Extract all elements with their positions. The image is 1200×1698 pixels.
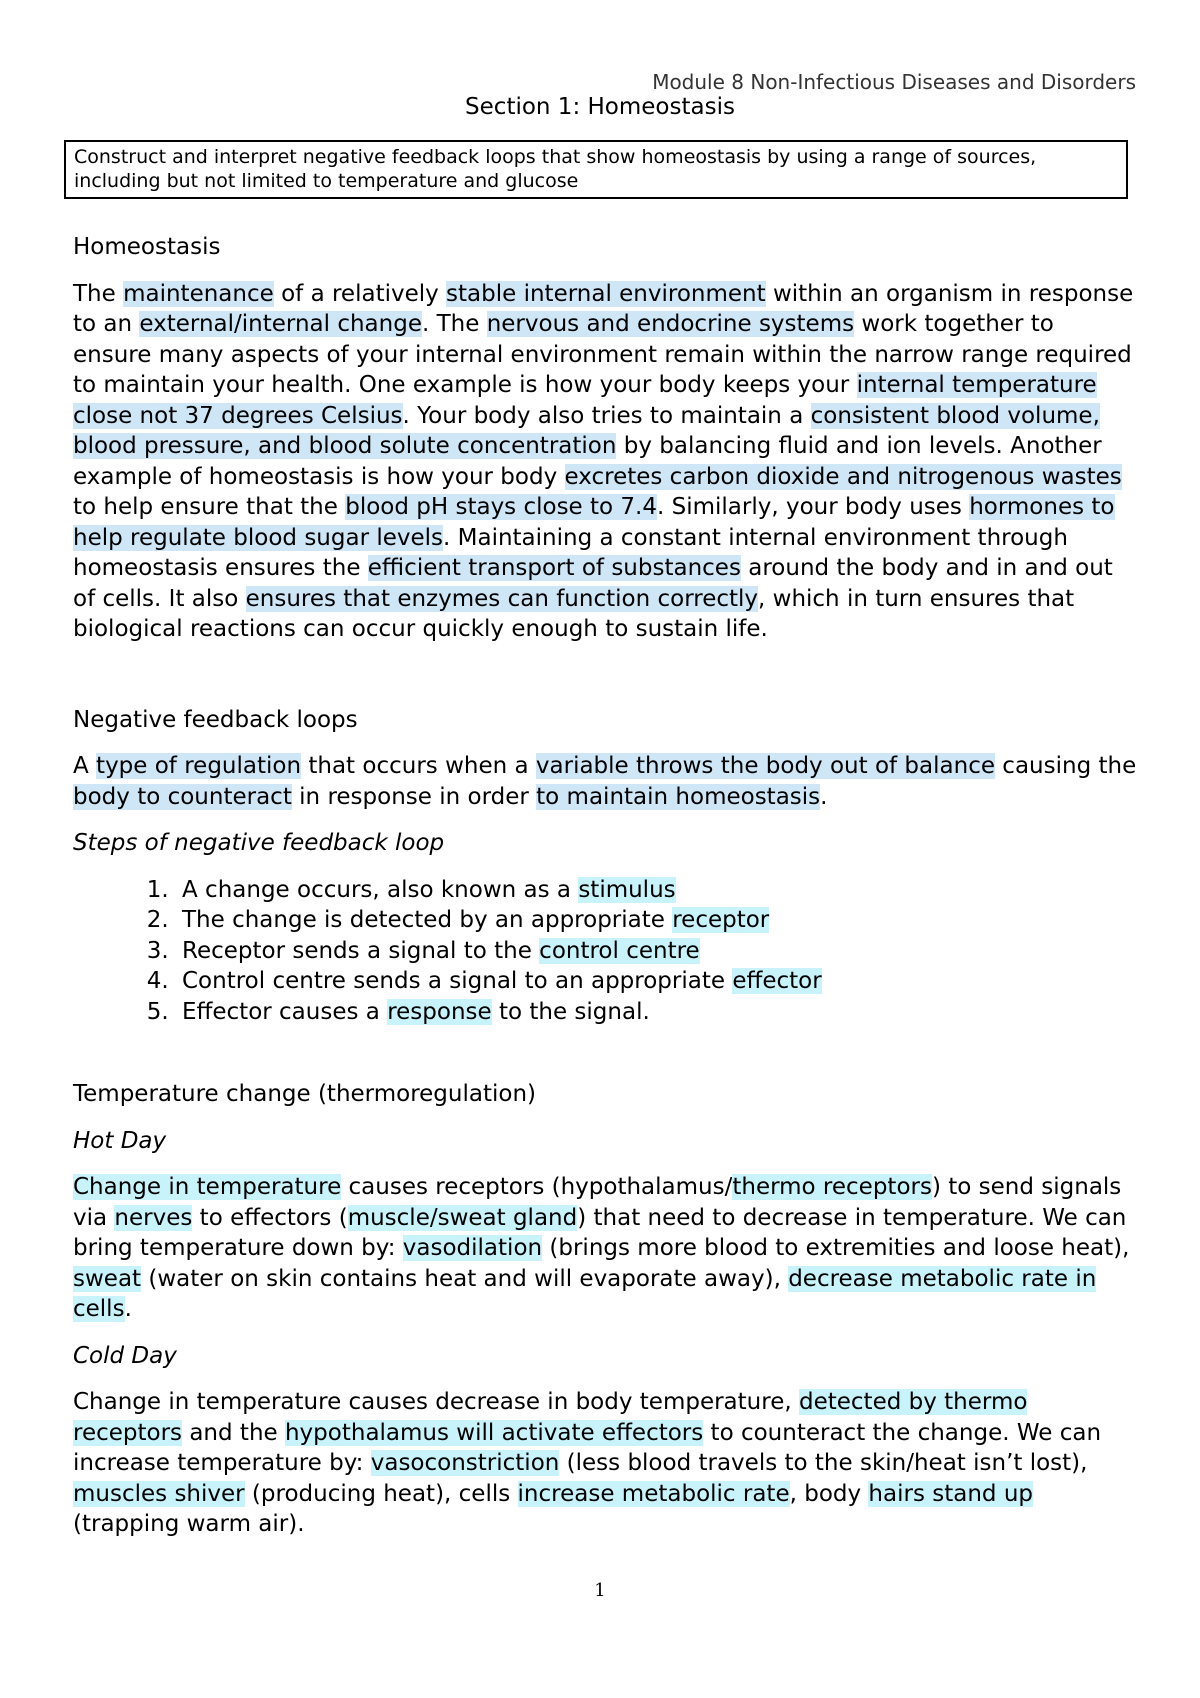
module-header: Module 8 Non-Infectious Diseases and Disorders bbox=[652, 70, 1136, 94]
highlight-term: response bbox=[387, 998, 492, 1025]
hot-day-heading: Hot Day bbox=[73, 1127, 167, 1154]
highlight-term: efficient transport of substances bbox=[367, 555, 741, 581]
page-number: 1 bbox=[594, 1580, 606, 1601]
steps-list bbox=[73, 875, 1139, 1028]
section-title: Section 1: Homeostasis bbox=[465, 94, 735, 120]
highlight-term: type of regulation bbox=[96, 753, 302, 779]
highlight-term: muscle/sweat gland bbox=[347, 1204, 578, 1231]
highlight-term: maintenance bbox=[123, 280, 274, 307]
highlight-term: increase metabolic rate bbox=[517, 1480, 790, 1507]
homeostasis-paragraph: The maintenance of a relatively stable internal environment within an organism in response to an external/internal change. The nervous and endocrine systems work together to ensure many aspects of your internal environment remain within the narrow range required to maintain your health. One example is how your body keeps your internal temperature close not 37 degrees Celsius. Your body also tries to maintain a consistent blood volume, blood pressure, and blood solute concentration by balancing fluid and ion levels. Another example of homeostasis is how your body excretes carbon dioxide and nitrogenous wastes to help ensure that the blood pH stays close to 7.4. Similarly, your body uses hormones to help regulate blood sugar levels. Maintaining a constant internal environment through homeostasis ensures the efficient transport of substances around the body and in and out of cells. It also ensures that enzymes can function correctly, which in turn ensures that biological reactions can occur quickly enough to sustain life. bbox=[73, 280, 1134, 642]
highlight-term: nervous and endocrine systems bbox=[486, 311, 855, 337]
highlight-term: body to counteract bbox=[73, 783, 292, 810]
temperature-heading: Temperature change (thermoregulation) bbox=[73, 1081, 536, 1107]
homeostasis-heading: Homeostasis bbox=[73, 234, 221, 260]
highlight-term: ensures that enzymes can function correctly bbox=[245, 585, 759, 612]
list-item: 5. Effector causes a response to the signal. bbox=[176, 997, 1139, 1028]
highlight-term: excretes carbon dioxide and nitrogenous wastes bbox=[564, 463, 1122, 490]
highlight-term: vasodilation bbox=[402, 1235, 543, 1261]
list-item: 3. Receptor sends a signal to the control centre bbox=[176, 936, 1139, 967]
cold-day-heading: Cold Day bbox=[73, 1342, 177, 1369]
document-body bbox=[73, 232, 1139, 1556]
highlight-term: consistent blood volume, blood pressure, and blood solute concentration bbox=[73, 402, 1100, 459]
highlight-term: stimulus bbox=[578, 876, 676, 903]
highlight-term: hypothalamus will activate effectors bbox=[284, 1419, 704, 1446]
highlight-term: Change in temperature bbox=[73, 1174, 342, 1200]
highlight-term: decrease metabolic rate in cells bbox=[73, 1265, 1097, 1322]
steps-heading: Steps of negative feedback loop bbox=[73, 830, 445, 856]
highlight-term: vasoconstriction bbox=[370, 1450, 560, 1476]
highlight-term: hairs stand up bbox=[868, 1480, 1033, 1507]
highlight-term: nerves bbox=[114, 1204, 193, 1231]
cold-day-paragraph: Change in temperature causes decrease in body temperature, detected by thermo receptors and the hypothalamus will activate effectors to counteract the change. We can increase temperature by: vasoconstriction (less blood travels to the skin/heat isn’t lost), muscles shiver (producing heat), cells increase metabolic rate, body hairs stand up (trapping warm air). bbox=[73, 1389, 1102, 1537]
hot-day-paragraph: Change in temperature causes receptors (hypothalamus/thermo receptors) to send signals via nerves to effectors (muscle/sweat gland) that need to decrease in temperature. We can bring temperature down by: vasodilation (brings more blood to extremities and loose heat), sweat (water on skin contains heat and will evaporate away), decrease metabolic rate in cells. bbox=[73, 1174, 1130, 1322]
syllabus-outcome-box: Construct and interpret negative feedback loops that show homeostasis by using a range of sources, including but not limited to temperature and glucose bbox=[64, 140, 1128, 199]
highlight-term: internal temperature close not 37 degrees Celsius bbox=[73, 372, 1097, 429]
highlight-term: effector bbox=[732, 968, 822, 994]
highlight-term: variable throws the body out of balance bbox=[535, 753, 995, 779]
highlight-term: detected by thermo receptors bbox=[73, 1389, 1028, 1446]
highlight-term: control centre bbox=[539, 937, 700, 964]
list-item: 1. A change occurs, also known as a stimulus bbox=[176, 875, 1139, 906]
negative-feedback-paragraph: A type of regulation that occurs when a variable throws the body out of balance causing the body to counteract in response in order to maintain homeostasis. bbox=[73, 753, 1137, 810]
highlight-term: receptor bbox=[672, 907, 770, 933]
highlight-term: muscles shiver bbox=[73, 1480, 245, 1507]
highlight-term: blood pH stays close to 7.4 bbox=[345, 494, 657, 520]
highlight-term: external/internal change bbox=[139, 311, 422, 337]
negative-feedback-heading: Negative feedback loops bbox=[73, 706, 358, 733]
highlight-term: thermo receptors bbox=[732, 1174, 932, 1200]
highlight-term: sweat bbox=[73, 1265, 142, 1292]
highlight-term: hormones to help regulate blood sugar levels bbox=[73, 494, 1115, 551]
list-item: 2. The change is detected by an appropriate receptor bbox=[176, 905, 1139, 936]
list-item: 4. Control centre sends a signal to an appropriate effector bbox=[176, 966, 1139, 997]
highlight-term: stable internal environment bbox=[446, 280, 766, 307]
highlight-term: to maintain homeostasis bbox=[536, 783, 821, 810]
